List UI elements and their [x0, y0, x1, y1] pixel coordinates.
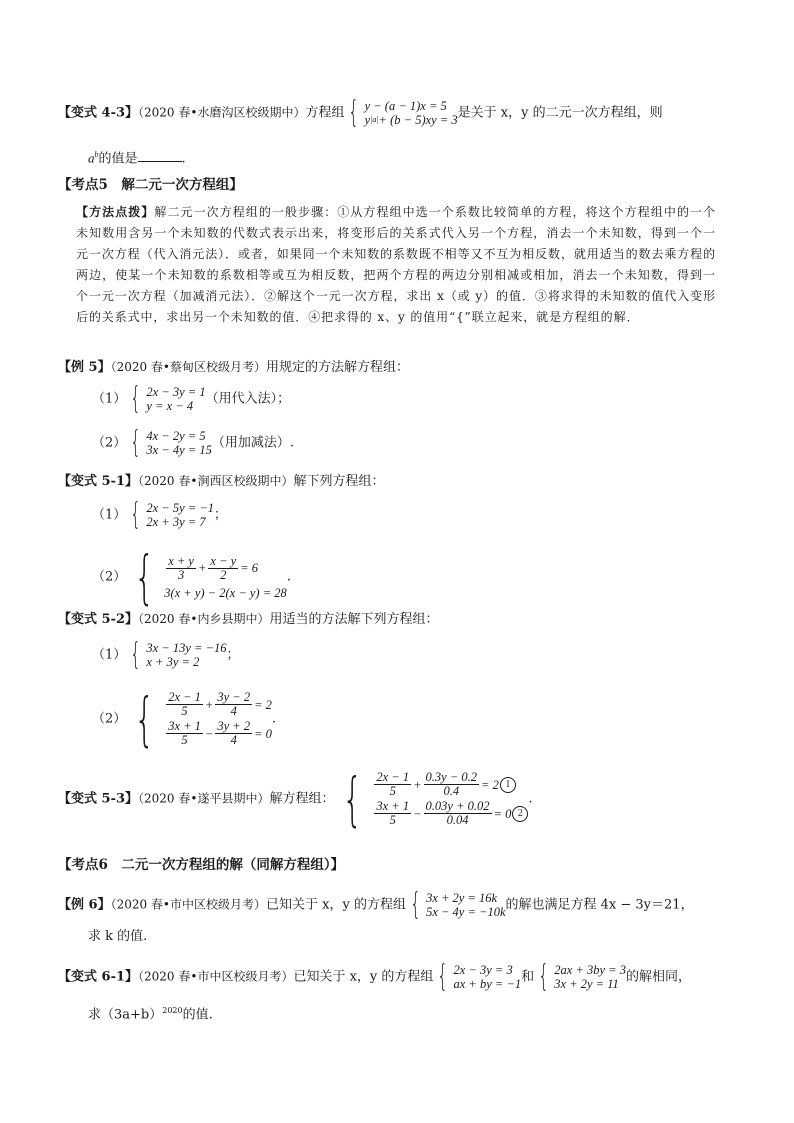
variant-4-3-line1 [58, 95, 663, 130]
variant-5-1-part2: （2） { $\frac{x + y}{3}$ + $\frac{x - y}{2}$ = 6 3(x + y) − 2(x − y) = 28 . [92, 543, 291, 611]
variant-label: 【变式 4-3】 [58, 105, 139, 121]
text: 是关于 x，y 的二元一次方程组，则 [457, 105, 663, 121]
equation-system: { $\frac{2x - 1}{5}$ + $\frac{3y - 2}{4}$ = 2 $\frac{3x + 1}{5}$ − $\frac{3y + 2}{4}$ = 0 [134, 685, 272, 753]
circled-number-1: 1 [500, 777, 516, 793]
variant-5-1-line: 【变式 5-1】（2020 春•涧西区校级期中）解下列方程组： [58, 474, 385, 489]
equation: y − (a − 1)x = 5 [364, 99, 447, 113]
source-note: （2020 春•水磨沟区校级期中） [138, 105, 306, 120]
left-brace: { [348, 95, 360, 130]
variant-6-1-line2: 求$(3a+b)^{2020}$的值. [88, 1006, 213, 1023]
example-6-line1: 【例 6】（2020 春•市中区校级月考）已知关于 x，y 的方程组 { 3x + 2y = 16k 5x − 4y = −10k 的解也满足方程 4x − 3y＝21， [58, 887, 694, 922]
example-5-line: 【例 5】（2020 春•蔡甸区校级月考）用规定的方法解方程组： [58, 360, 410, 375]
section-title-5: 【考点5 解二元一次方程组】 [58, 177, 243, 193]
variant-5-2-line: 【变式 5-2】（2020 春•内乡县期中）用适当的方法解下列方程组： [58, 612, 439, 627]
method-label: 【方法点拨】 [76, 205, 155, 219]
equation-system: { $\frac{x + y}{3}$ + $\frac{x - y}{2}$ = 6 3(x + y) − 2(x − y) = 28 [134, 543, 287, 611]
answer-blank[interactable] [138, 149, 182, 162]
equation-system: { 2x − 3y = 1 y = x − 4 [130, 381, 206, 416]
equation: y |a| + (b − 5)xy = 3 [364, 113, 458, 127]
equation-system: { 3x − 13y = −16 x + 3y = 2 [130, 637, 227, 672]
equation-system-1: { 2x − 3y = 3 ax + by = −1 [437, 959, 522, 994]
variant-4-3-line2: $a^b$的值是 . [88, 150, 186, 167]
equation-system: { 3x + 2y = 16k 5x − 4y = −10k [410, 887, 506, 922]
text: 方程组 [305, 105, 345, 121]
variant-5-1-part1: （1） { 2x − 5y = −1 2x + 3y = 7 ； [92, 497, 228, 532]
example-5-part1: （1） { 2x − 3y = 1 y = x − 4 （用代入法）； [92, 381, 291, 416]
equation-system: { $\frac{2x - 1}{5}$ + $\frac{0.3y - 0.2}{0.4}$ = 2 1 $\frac{3x + 1}{5}$ − $\frac{0.03y + 0.02}{0.04}$ = 0 2 [334, 770, 528, 828]
variant-5-3-line: 【变式 5-3】（2020 春•遂平县期中）解方程组： { $\frac{2x - 1}{5}$ + $\frac{0.3y - 0.2}{0.4}$ = 2 1 $\frac{3x + 1}{5}$ − $\frac{0.03y + 0.02}{0.04}$ = 0 2 . [58, 765, 533, 833]
variant-5-2-part1: （1） { 3x − 13y = −16 x + 3y = 2 ； [92, 637, 240, 672]
equation-system [344, 95, 458, 130]
circled-number-2: 2 [512, 806, 528, 822]
equation-system: { 4x − 2y = 5 3x − 4y = 15 [130, 425, 212, 460]
method-text: 解二元一次方程组的一般步骤：①从方程组中选一个系数比较简单的方程，将这个方程组中的一个未知数用含另一个未知数的代数式表示出来，将变形后的关系式代入另一个方程，消去一个未知数，得到一个一元一次方程（代入消元法）．或者，如果同一个未知数的系数既不相等又不互为相反数，就用适当的数去乘方程的两边，使某一个未知数的系数相等或互为相反数，把两个方程的两边分别相减或相加，消去一个未知数，得到一个一元一次方程（加减消元法）．②解这个一元一次方程，求出 x（或 y）的值．③将求得的未知数的值代入变形后的关系式中，求出另一个未知数的值．④把求得的 x、y 的值用“{”联立起来，就是方程组的解． [76, 205, 716, 324]
equation-system-2: { 2ax + 3by = 3 3x + 2y = 11 [538, 959, 626, 994]
example-5-part2: （2） { 4x − 2y = 5 3x − 4y = 15 （用加减法）. [92, 425, 294, 460]
equation-system: { 2x − 5y = −1 2x + 3y = 7 [130, 497, 215, 532]
variant-6-1-line1: 【变式 6-1】（2020 春•市中区校级月考）已知关于 x，y 的方程组 { 2x − 3y = 3 ax + by = −1 和 { 2ax + 3by = 3 3x + 2y = 11 的解相同， [58, 959, 691, 994]
method-paragraph [76, 202, 716, 328]
variant-5-2-part2: （2） { $\frac{2x - 1}{5}$ + $\frac{3y - 2}{4}$ = 2 $\frac{3x + 1}{5}$ − $\frac{3y + 2}{4}$ = 0 . [92, 685, 277, 753]
section-title-6: 【考点6 二元一次方程组的解（同解方程组）】 [58, 857, 345, 873]
example-6-line2: 求 k 的值. [88, 929, 148, 944]
